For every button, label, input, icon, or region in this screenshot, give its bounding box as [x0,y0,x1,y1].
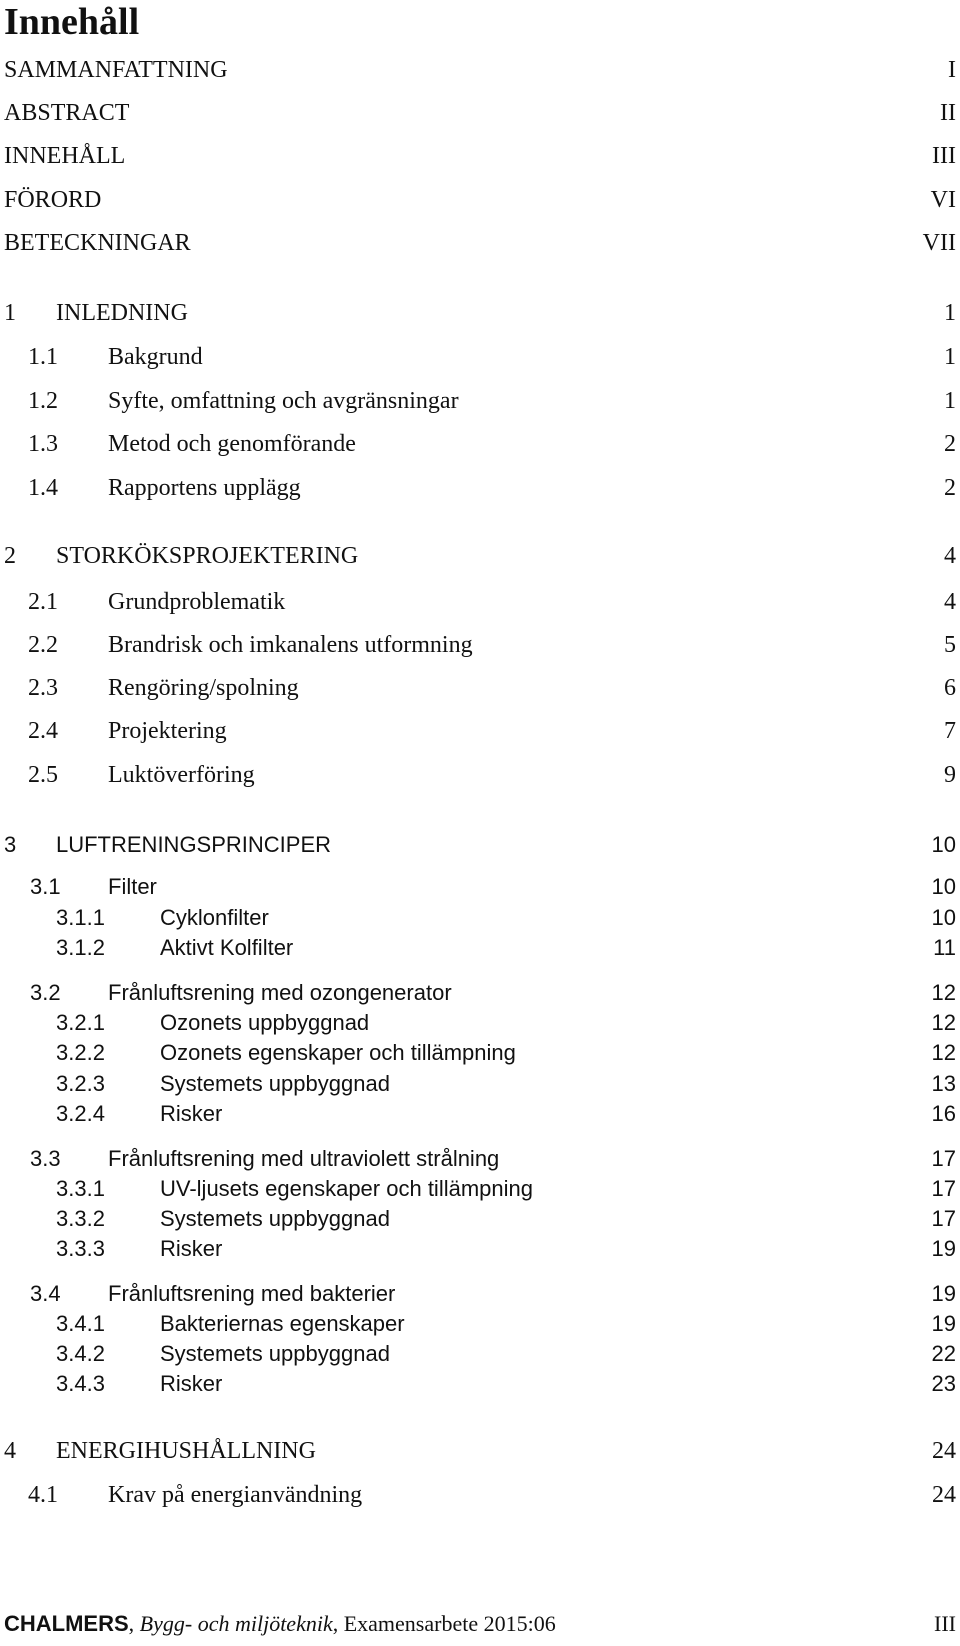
toc-entry[interactable] [0,928,960,968]
toc-entry[interactable] [0,93,960,133]
toc-entry-page: 12 [931,1040,956,1065]
toc-entry-number: 3.3.2 [56,1206,105,1231]
toc-entry-number: 1 [4,300,16,326]
toc-entry-number: 3.4.3 [56,1371,105,1396]
toc-entry-title: STORKÖKSPROJEKTERING [56,543,359,569]
toc-entry-title: Cyklonfilter [160,905,269,930]
toc-entry-page: 11 [933,935,956,960]
toc-entry-title: FÖRORD [4,187,102,213]
toc-entry-page: 10 [931,905,956,930]
toc-entry-page: VII [922,230,956,256]
toc-entry-page: 19 [931,1236,956,1261]
toc-entry[interactable] [0,825,960,865]
toc-entry-page: 24 [932,1482,956,1508]
toc-entry-page: 17 [931,1176,956,1201]
toc-entry-number: 1.3 [28,431,58,457]
toc-entry-title: ENERGIHUSHÅLLNING [56,1438,316,1464]
toc-entry-title: Frånluftsrening med ozongenerator [108,980,452,1005]
toc-entry-page: 17 [931,1206,956,1231]
toc-entry-title: SAMMANFATTNING [4,57,228,83]
toc-entry-title: Aktivt Kolfilter [160,935,294,960]
toc-entry[interactable] [0,582,960,622]
toc-entry-page: 6 [944,675,956,701]
toc-entry-page: 12 [931,980,956,1005]
toc-entry[interactable] [0,293,960,333]
toc-entry-page: I [948,57,956,83]
toc-entry-title: Frånluftsrening med bakterier [108,1281,396,1306]
toc-entry-page: 19 [931,1311,956,1336]
toc-entry-title: Projektering [108,718,227,744]
footer-brand: CHALMERS [4,1611,129,1636]
toc-entry-number: 2.3 [28,675,58,701]
toc-entry[interactable] [0,468,960,508]
toc-entry-page: 1 [944,344,956,370]
toc-entry-title: ABSTRACT [4,100,130,126]
toc-entry-title: Krav på energianvändning [108,1482,363,1508]
toc-entry-title: Bakgrund [108,344,203,370]
toc-entry[interactable] [0,223,960,263]
footer-page-number: III [934,1611,956,1636]
toc-entry-page: 10 [931,874,956,899]
toc-entry-number: 3.4.1 [56,1311,105,1336]
toc-entry-page: 4 [944,543,956,569]
toc-entry-title: BETECKNINGAR [4,230,191,256]
toc-entry-page: III [932,143,956,169]
toc-entry-number: 3.4.2 [56,1341,105,1366]
toc-entry[interactable] [0,1094,960,1134]
toc-entry[interactable] [0,625,960,665]
toc-entry-page: 1 [944,300,956,326]
toc-entry-title: UV-ljusets egenskaper och tillämpning [160,1176,533,1201]
toc-entry-number: 3 [4,832,17,857]
toc-entry-number: 3.3.3 [56,1236,105,1261]
toc-entry-page: VI [930,187,956,213]
toc-entry-number: 3.1 [30,874,61,899]
toc-entry[interactable] [0,755,960,795]
toc-entry[interactable] [0,424,960,464]
toc-entry-page: 1 [944,388,956,414]
toc-entry-number: 3.1.2 [56,935,105,960]
toc-entry-page: 23 [931,1371,956,1396]
toc-entry[interactable] [0,536,960,576]
toc-entry-number: 2.4 [28,718,58,744]
toc-entry-page: 9 [944,762,956,788]
toc-entry-number: 2.1 [28,589,58,615]
page-footer: CHALMERS, Bygg- och miljöteknik, Examensarbete 2015:06 III [4,1606,956,1642]
toc-entry-number: 3.2.4 [56,1101,105,1126]
toc-entry-title: Frånluftsrening med ultraviolett strålning [108,1146,500,1171]
toc-entry-number: 1.1 [28,344,58,370]
toc-entry-page: 2 [944,431,956,457]
toc-entry-title: Risker [160,1101,223,1126]
toc-entry-page: 12 [931,1010,956,1035]
toc-entry-page: 10 [931,832,956,857]
toc-entry[interactable] [0,381,960,421]
toc-entry[interactable] [0,180,960,220]
footer-department: Bygg- och miljöteknik [139,1611,333,1636]
toc-entry[interactable] [0,1431,960,1471]
toc-entry-title: Grundproblematik [108,589,286,615]
toc-entry-page: 7 [944,718,956,744]
toc-entry-page: 2 [944,475,956,501]
toc-entry[interactable] [0,668,960,708]
toc-entry-number: 3.3 [30,1146,61,1171]
toc-entry-number: 3.2 [30,980,61,1005]
toc-entry-title: Filter [108,874,157,899]
toc-entry-title: Systemets uppbyggnad [160,1206,390,1231]
toc-entry-title: LUFTRENINGSPRINCIPER [56,832,332,857]
toc-entry-number: 2.2 [28,632,58,658]
toc-entry-page: 13 [931,1071,956,1096]
toc-entry-title: Bakteriernas egenskaper [160,1311,405,1336]
toc-entry[interactable] [0,1475,960,1515]
toc-entry-number: 3.1.1 [56,905,105,930]
toc-entry-title: INNEHÅLL [4,143,126,169]
toc-entry-page: 5 [944,632,956,658]
toc-entry[interactable] [0,1364,960,1404]
toc-entry-title: Syfte, omfattning och avgränsningar [108,388,459,414]
toc-entry-title: Systemets uppbyggnad [160,1071,390,1096]
toc-entry-number: 3.2.1 [56,1010,105,1035]
toc-entry-page: 4 [944,589,956,615]
toc-entry[interactable] [0,136,960,176]
toc-entry-number: 1.4 [28,475,58,501]
toc-entry[interactable] [0,337,960,377]
toc-entry-number: 3.4 [30,1281,61,1306]
toc-entry-title: Metod och genomförande [108,431,356,457]
toc-entry-number: 2.5 [28,762,58,788]
toc-entry-title: Risker [160,1236,223,1261]
toc-entry-number: 1.2 [28,388,58,414]
toc-entry-number: 4.1 [28,1482,58,1508]
page-title: Innehåll [4,1,140,43]
toc-entry-title: Ozonets uppbyggnad [160,1010,370,1035]
toc-entry-number: 3.3.1 [56,1176,105,1201]
toc-entry-number: 3.2.3 [56,1071,105,1096]
toc-entry[interactable] [0,711,960,751]
toc-entry-number: 2 [4,543,16,569]
toc-entry-title: Risker [160,1371,223,1396]
toc-entry-page: II [940,100,956,126]
footer-report: Examensarbete 2015:06 [343,1611,556,1636]
toc-entry-number: 4 [4,1438,16,1464]
toc-entry-number: 3.2.2 [56,1040,105,1065]
toc-entry-page: 16 [931,1101,956,1126]
toc-entry-title: Rapportens upplägg [108,475,301,501]
toc-entry-page: 19 [931,1281,956,1306]
toc-entry[interactable] [0,1229,960,1269]
toc-entry-title: INLEDNING [56,300,188,326]
toc-entry-title: Brandrisk och imkanalens utformning [108,632,473,658]
toc-entry-page: 24 [932,1438,956,1464]
toc-entry-page: 22 [931,1341,956,1366]
toc-entry-title: Systemets uppbyggnad [160,1341,390,1366]
toc-entry[interactable] [0,50,960,90]
toc-entry-title: Luktöverföring [108,762,255,788]
toc-entry-title: Ozonets egenskaper och tillämpning [160,1040,516,1065]
toc-entry-title: Rengöring/spolning [108,675,299,701]
toc-entry-page: 17 [931,1146,956,1171]
